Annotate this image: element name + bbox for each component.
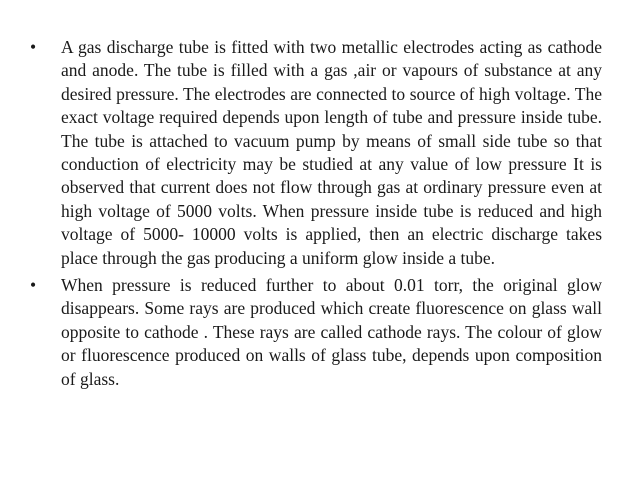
bullet-item-discharge-tube xyxy=(30,36,602,270)
bullet-text: A gas discharge tube is fitted with two metallic electrodes acting as cathode and anode. The tube is filled with a gas ,air or vapours of substance at any desired pressure. The electrodes are connected to source of high voltage. The exact voltage required depends upon length of tube and pressure inside tube. The tube is attached to vacuum pump by means of small side tube so that conduction of electricity may be studied at any value of low pressure It is observed that current does not flow through gas at ordinary pressure even at high voltage of 5000 volts. When pressure inside tube is reduced and high voltage of 5000- 10000 volts is applied, then an electric discharge takes place through the gas producing a uniform glow inside a tube. xyxy=(61,37,602,268)
bullet-marker: • xyxy=(30,275,37,296)
bullet-marker: • xyxy=(30,37,37,57)
bullet-text: When pressure is reduced further to about 0.01 torr, the original glow disappears. Some rays are produced which create fluorescence on glass wall opposite to cathode . These rays are called cathode rays. The colour of glow or fluorescence produced on walls of glass tube, depends upon composition of glass. xyxy=(61,275,602,389)
bullet-item-cathode-rays xyxy=(30,274,602,391)
bullet-list xyxy=(30,36,602,395)
